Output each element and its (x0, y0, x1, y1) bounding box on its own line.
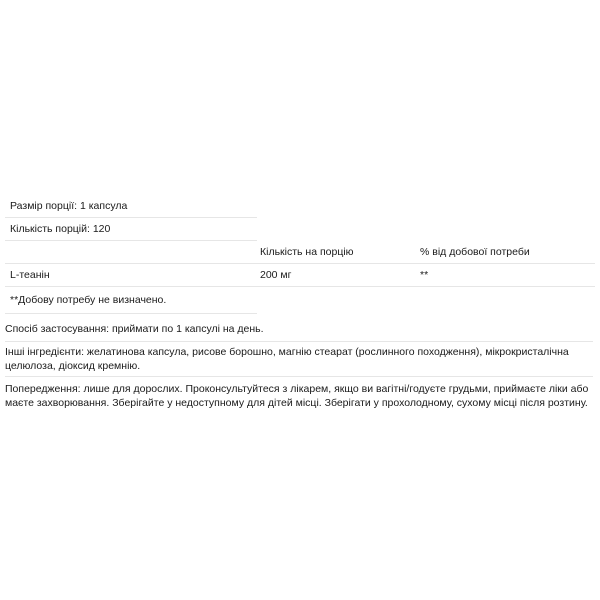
serving-size-label: Размір порції: 1 капсула (10, 200, 128, 212)
footnote-text: **Добову потребу не визначено. (10, 294, 167, 306)
servings-count-label: Кількість порцій: 120 (10, 223, 111, 235)
ingredient-daily-value: ** (420, 269, 429, 281)
table-header-row (5, 241, 595, 264)
other-ingredients: Інші інгредієнти: желатинова капсула, рисове борошно, магнію стеарат (рослинного походження), мікрокристалічна целюлоза, діоксид кремнію. (5, 346, 569, 372)
supplement-facts-table (5, 195, 595, 314)
serving-size-row (5, 195, 257, 218)
usage-instructions: Спосіб застосування: приймати по 1 капсулі на день. (5, 323, 264, 335)
warnings: Попередження: лише для дорослих. Проконсультуйтеся з лікарем, якщо ви вагітні/годуєте грудьми, приймаєте ліки або маєте захворювання. Зберігайте у недоступному для дітей місці. Зберігати у прохолодному, сухому місці після розтину. (5, 383, 589, 409)
footnote-row (5, 287, 257, 314)
daily-value-header: % від добової потреби (420, 246, 530, 258)
divider (5, 376, 593, 377)
table-row (5, 264, 595, 287)
servings-count-row (5, 218, 257, 241)
amount-per-serving-header: Кількість на порцію (260, 246, 354, 258)
ingredient-name: L-теанін (10, 269, 50, 281)
divider (5, 341, 593, 342)
ingredient-amount: 200 мг (260, 269, 292, 281)
